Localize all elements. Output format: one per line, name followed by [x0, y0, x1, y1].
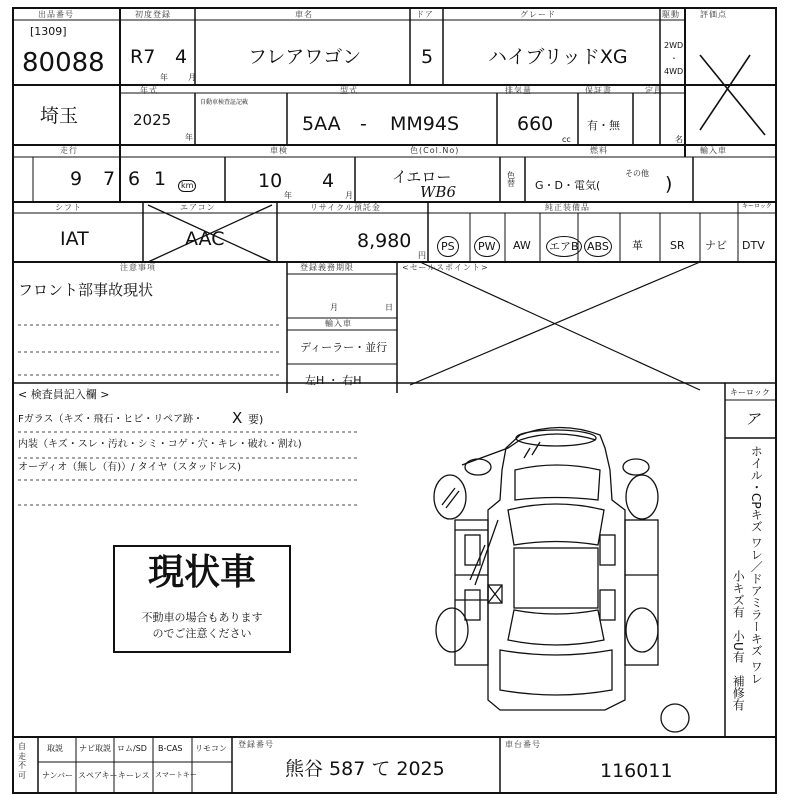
- label-key-lock-top: キーロック: [742, 203, 772, 210]
- equip-sunroof: SR: [670, 239, 685, 252]
- model-dash: -: [360, 113, 367, 135]
- label-import-sub: 輸入車: [325, 319, 352, 328]
- equip-airbag: エアB: [546, 236, 582, 257]
- label-sales-point: <セールスポイント>: [402, 263, 489, 272]
- recycle-fee: 8,980: [357, 230, 412, 252]
- first-reg-year-unit: 年: [160, 73, 168, 82]
- equip-abs: ABS: [584, 236, 612, 257]
- inspector-line3: オーディオ（無し（有)）/ タイヤ（スタッドレス): [18, 462, 242, 473]
- option-manual: 取説: [47, 744, 63, 753]
- option-rom-sd: ロム/SD: [117, 744, 147, 753]
- label-car-name: 車名: [295, 10, 313, 19]
- label-reg-number: 登録番号: [238, 740, 274, 749]
- label-grade: グレード: [520, 10, 556, 19]
- inspector-line1-mark: X: [232, 409, 243, 427]
- label-reg-deadline: 登録義務期限: [300, 263, 354, 272]
- reg-number: 熊谷 587 て 2025: [285, 758, 445, 780]
- mileage-digit-3: 6: [128, 168, 141, 190]
- grade: ハイブリッドXG: [488, 46, 628, 68]
- door-count: 5: [421, 46, 434, 68]
- inspection-year-unit: 年: [284, 191, 292, 200]
- label-import: 輸入車: [700, 146, 727, 155]
- shift: IAT: [60, 228, 89, 250]
- option-smart-key: スマートキー: [155, 771, 197, 779]
- drive-2wd: 2WD: [664, 41, 684, 50]
- fuel-options: G・D・電気(: [535, 179, 601, 192]
- capacity-unit: 名: [675, 135, 683, 144]
- color-name: イエロー: [392, 168, 452, 186]
- damage-note-1: ホイル・CPキズ ワレ／ドアミラーキズ ワレ: [749, 445, 764, 685]
- footer-side-label: 自走不可: [18, 742, 26, 780]
- equip-dtv: DTV: [742, 239, 765, 252]
- aircon: AAC: [185, 228, 225, 250]
- key-value: ア: [745, 410, 761, 428]
- displacement-unit: cc: [562, 135, 571, 144]
- fuel-close: ): [665, 173, 673, 195]
- damage-note-2: 小キズ有 小U有 補修有: [731, 570, 746, 711]
- color-change-label: 色替: [507, 171, 515, 188]
- label-lot-no: 出品番号: [38, 10, 74, 19]
- inspector-line1-prefix: Fガラス（キズ・飛石・ヒビ・リペア跡・: [18, 414, 204, 425]
- label-inspection: 車検: [270, 146, 288, 155]
- label-drive: 駆動: [662, 10, 680, 19]
- stamp-line1: 不動車の場合もあります: [141, 611, 263, 624]
- label-first-reg: 初度登録: [135, 10, 171, 19]
- label-doors: ドア: [416, 10, 434, 19]
- option-navi-manual: ナビ取説: [79, 744, 111, 753]
- option-spare-key: スペアキー: [78, 771, 118, 780]
- import-handle: 左H ・ 右H: [305, 374, 362, 387]
- equip-navi: ナビ: [705, 239, 727, 252]
- inspection-month-unit: 月: [345, 191, 353, 200]
- inspection-year: 10: [258, 170, 283, 192]
- label-model-year: 年式: [140, 86, 158, 95]
- equip-ps: PS: [437, 236, 459, 257]
- mileage-digit-1: 9: [70, 168, 83, 190]
- drive-sep: ・: [670, 54, 678, 63]
- chassis-number: 116011: [600, 760, 673, 782]
- label-recycle: リサイクル預託金: [310, 203, 381, 212]
- mileage-digit-4: 1: [154, 168, 167, 190]
- label-warranty: 保証書: [585, 86, 612, 95]
- label-capacity: 定員: [645, 86, 663, 95]
- option-bcas: B-CAS: [158, 744, 183, 753]
- lot-number: 80088: [22, 48, 105, 78]
- lot-prefix: [1309]: [30, 25, 67, 38]
- label-rating: 評価点: [700, 10, 727, 19]
- model-prefix: 5AA: [302, 113, 341, 135]
- option-remote: リモコン: [195, 744, 227, 753]
- inspector-title: < 検査員記入欄 >: [18, 388, 110, 401]
- equip-leather: 革: [632, 239, 643, 252]
- equip-aw: AW: [513, 239, 531, 252]
- inspector-line1-suffix: 要): [248, 413, 264, 426]
- fuel-other-label: その他: [625, 169, 649, 178]
- deadline-day: 日: [385, 303, 393, 312]
- mileage-digit-2: 7: [103, 168, 116, 190]
- first-reg-month-unit: 月: [188, 73, 196, 82]
- displacement: 660: [517, 113, 554, 135]
- first-reg-month: 4: [175, 46, 188, 68]
- label-chassis: 車台番号: [505, 740, 541, 749]
- label-model-code: 型式: [340, 86, 358, 95]
- label-mileage: 走行: [60, 146, 78, 155]
- option-number: ナンバー: [42, 771, 74, 780]
- stamp-line2: のでご注意ください: [152, 627, 252, 640]
- model-year-unit: 年: [185, 133, 193, 142]
- drive-4wd: 4WD: [664, 67, 684, 76]
- label-displacement: 排気量: [505, 86, 532, 95]
- label-aircon: エアコン: [180, 203, 216, 212]
- label-equipment: 純正装備品: [545, 203, 590, 212]
- label-key-lock: キーロック: [730, 388, 770, 397]
- option-keyless: キーレス: [118, 771, 150, 780]
- inspector-line2: 内装（キズ・スレ・汚れ・シミ・コゲ・穴・キレ・破れ・割れ): [18, 439, 302, 450]
- first-reg-era: R7: [130, 46, 156, 68]
- deadline-month: 月: [330, 303, 338, 312]
- inspection-month: 4: [322, 170, 335, 192]
- equip-pw: PW: [474, 236, 500, 257]
- label-fuel: 燃料: [590, 146, 608, 155]
- import-dealer: ディーラー・並行: [300, 341, 388, 354]
- car-name: フレアワゴン: [248, 46, 362, 68]
- mileage-unit: km: [178, 180, 196, 192]
- model-code-sub-label: 自動車検査証記載: [200, 99, 249, 106]
- label-shift: シフト: [55, 203, 82, 212]
- notes-text: フロント部事故現状: [18, 281, 154, 299]
- label-color: 色(Col.No): [410, 146, 460, 155]
- recycle-unit: 円: [418, 251, 426, 260]
- stamp-title: 現状車: [147, 552, 256, 593]
- warranty: 有・無: [587, 119, 620, 132]
- color-code: WB6: [420, 183, 456, 201]
- region: 埼玉: [40, 105, 79, 127]
- model-code: MM94S: [390, 113, 460, 135]
- label-notes: 注意事項: [120, 263, 156, 272]
- model-year: 2025: [133, 111, 172, 129]
